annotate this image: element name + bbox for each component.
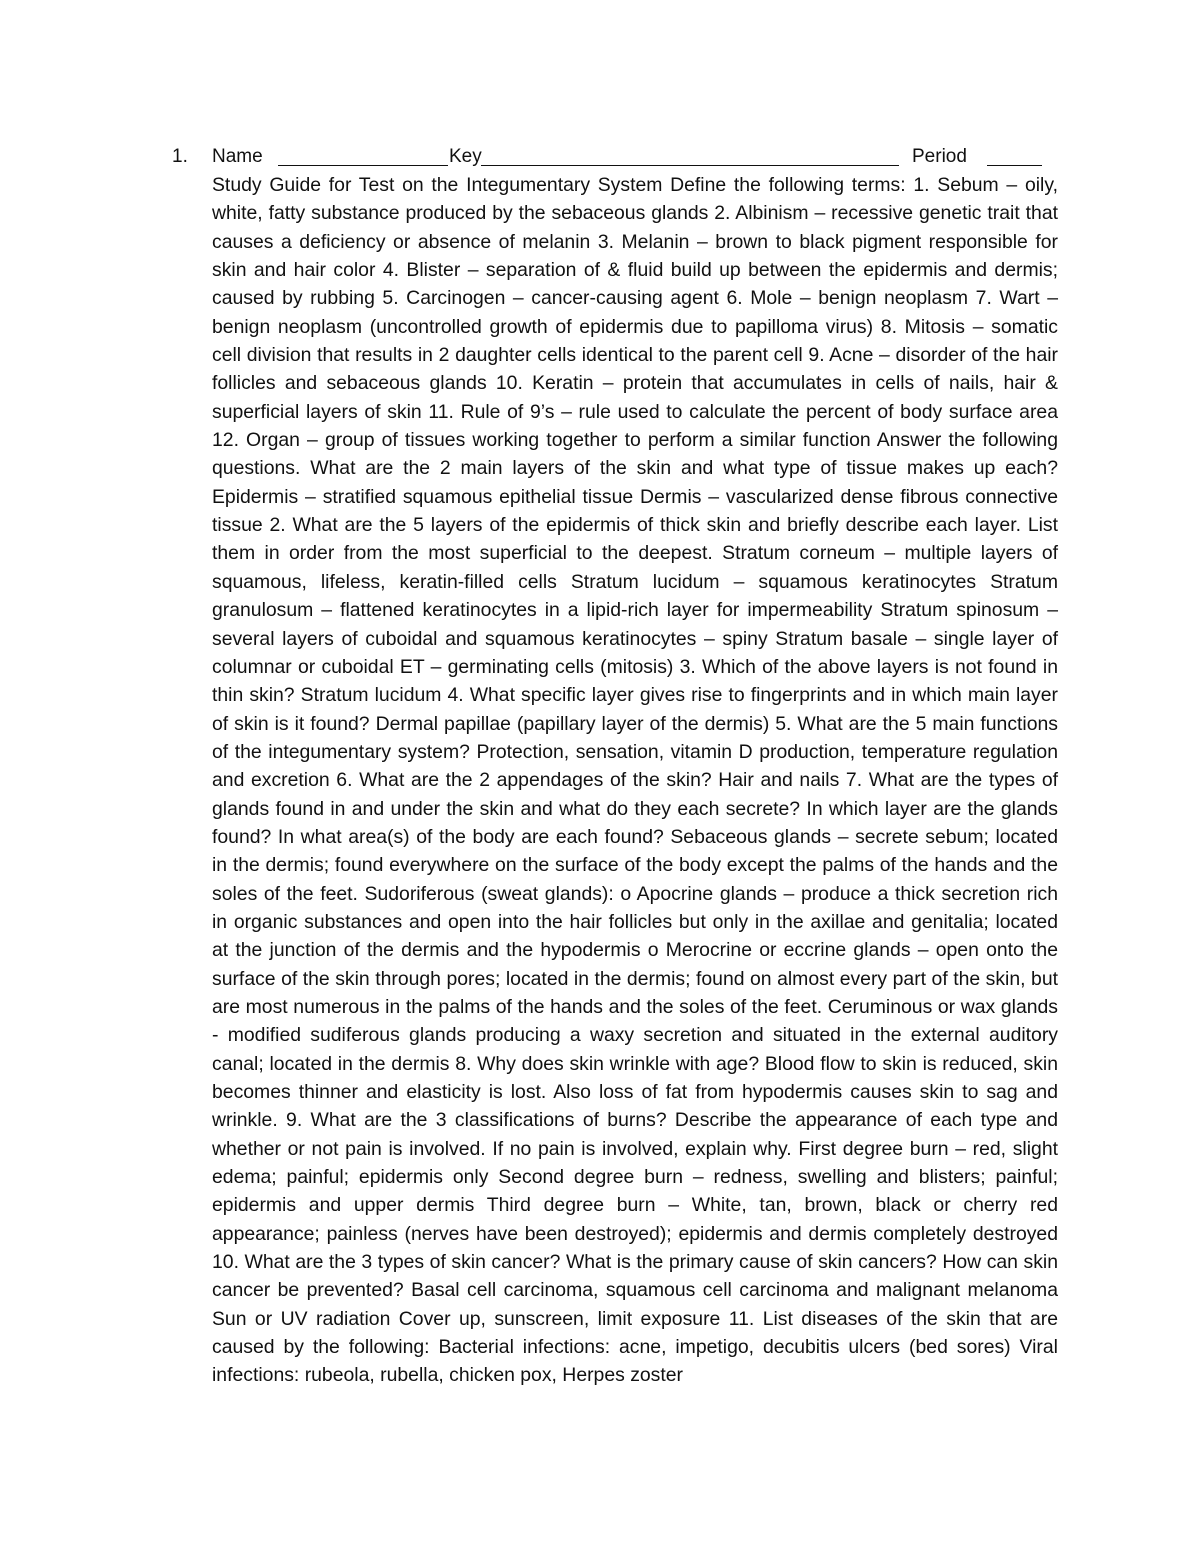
item-number: 1.	[172, 146, 188, 167]
key-label: Key	[449, 146, 482, 167]
period-label: Period	[912, 146, 967, 167]
period-blank-line	[987, 143, 1042, 166]
name-key-period-line	[172, 143, 1034, 171]
study-guide-body: Study Guide for Test on the Integumentary System Define the following terms: 1. Sebum – oily, white, fatty substance produced by the sebaceous glands 2. Albinism – recessive genetic trait that causes a deficiency or absence of melanin 3. Melanin – brown to black pigment responsible for skin and hair color 4. Blister – separation of & fluid build up between the epidermis and dermis; caused by rubbing 5. Carcinogen – cancer-causing agent 6. Mole – benign neoplasm 7. Wart – benign neoplasm (uncontrolled growth of epidermis due to papilloma virus) 8. Mitosis – somatic cell division that results in 2 daughter cells identical to the parent cell 9. Acne – disorder of the hair follicles and sebaceous glands 10. Keratin – protein that accumulates in cells of nails, hair & superficial layers of skin 11. Rule of 9’s – rule used to calculate the percent of body surface area 12. Organ – group of tissues working together to perform a similar function Answer the following questions. What are the 2 main layers of the skin and what type of tissue makes up each? Epidermis – stratified squamous epithelial tissue Dermis – vascularized dense fibrous connective tissue 2. What are the 5 layers of the epidermis of thick skin and briefly describe each layer. List them in order from the most superficial to the deepest. Stratum corneum – multiple layers of squamous, lifeless, keratin-filled cells Stratum lucidum – squamous keratinocytes Stratum granulosum – flattened keratinocytes in a lipid-rich layer for impermeability Stratum spinosum – several layers of cuboidal and squamous keratinocytes – spiny Stratum basale – single layer of columnar or cuboidal ET – germinating cells (mitosis) 3. Which of the above layers is not found in thin skin? Stratum lucidum 4. What specific layer gives rise to fingerprints and in which main layer of skin is it found? Dermal papillae (papillary layer of the dermis) 5. What are the 5 main functions of the integumentary system? Protection, sensation, vitamin D production, temperature regulation and excretion 6. What are the 2 appendages of the skin? Hair and nails 7. What are the types of glands found in and under the skin and what do they each secrete? In which layer are the glands found? In what area(s) of the body are each found? Sebaceous glands – secrete sebum; located in the dermis; found everywhere on the surface of the body except the palms of the hands and the soles of the feet. Sudoriferous (sweat glands): o Apocrine glands – produce a thick secretion rich in organic substances and open into the hair follicles but only in the axillae and genitalia; located at the junction of the dermis and the hypodermis o Merocrine or eccrine glands – open onto the surface of the skin through pores; located in the dermis; found on almost every part of the skin, but are most numerous in the palms of the hands and the soles of the feet. Ceruminous or wax glands - modified sudiferous glands producing a waxy secretion and situated in the external auditory canal; located in the dermis 8. Why does skin wrinkle with age? Blood flow to skin is reduced, skin becomes thinner and elasticity is lost. Also loss of fat from hypodermis causes skin to sag and wrinkle. 9. What are the 3 classifications of burns? Describe the appearance of each type and whether or not pain is involved. If no pain is involved, explain why. First degree burn – red, slight edema; painful; epidermis only Second degree burn – redness, swelling and blisters; painful; epidermis and upper dermis Third degree burn – White, tan, brown, black or cherry red appearance; painless (nerves have been destroyed); epidermis and dermis completely destroyed 10. What are the 3 types of skin cancer? What is the primary cause of skin cancers? How can skin cancer be prevented? Basal cell carcinoma, squamous cell carcinoma and malignant melanoma Sun or UV radiation Cover up, sunscreen, limit exposure 11. List diseases of the skin that are caused by the following: Bacterial infections: acne, impetigo, decubitis ulcers (bed sores) Viral infections: rubeola, rubella, chicken pox, Herpes zoster	[212, 174, 1058, 1387]
key-blank-line	[481, 143, 899, 166]
name-label: Name	[212, 146, 263, 167]
name-blank-line	[278, 143, 448, 166]
